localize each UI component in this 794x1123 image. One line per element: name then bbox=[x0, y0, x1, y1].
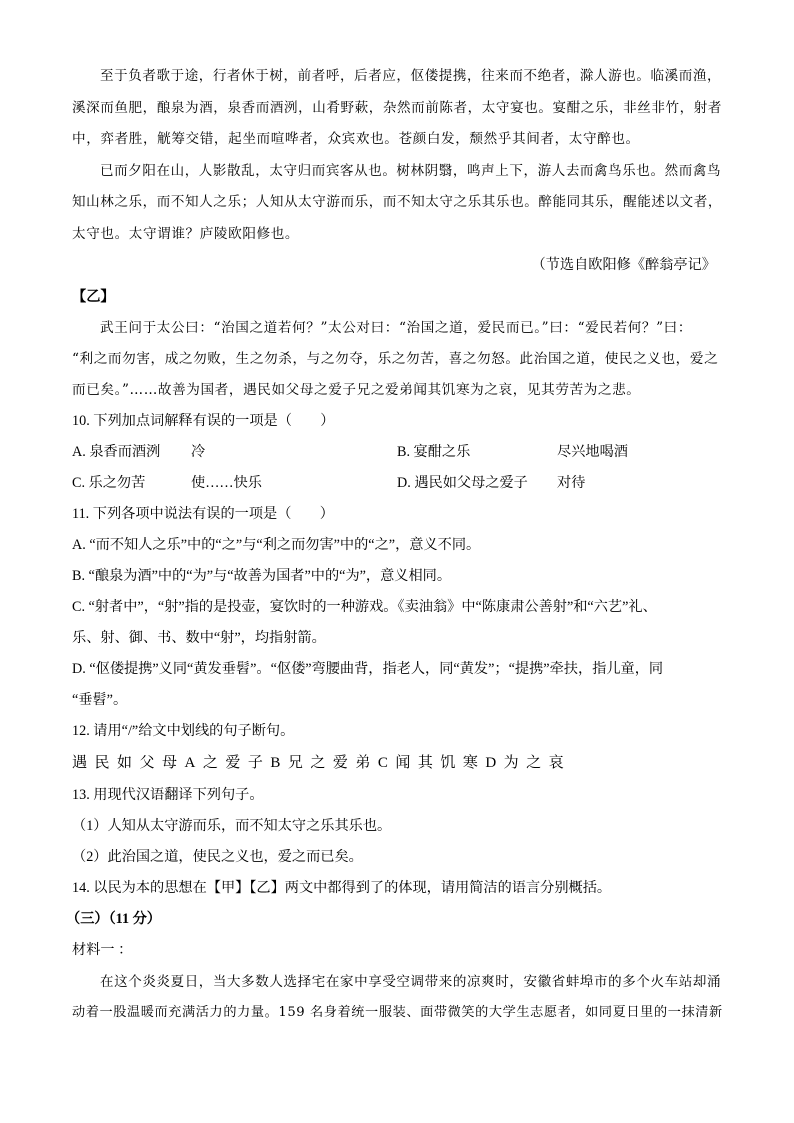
q10-option-a: A. 泉香而酒洌 bbox=[72, 444, 161, 460]
q11-option-b: B. “酿泉为酒”中的“为”与“故善为国者”中的“为”，意义相同。 bbox=[72, 568, 452, 584]
q10-option-a-gloss: 冷 bbox=[191, 444, 206, 460]
q11-option-a: A. “而不知人之乐”中的“之”与“利之而勿害”中的“之”，意义不同。 bbox=[72, 537, 481, 553]
material-one-label: 材料一 ： bbox=[72, 942, 133, 958]
q10-option-b: B. 宴酣之乐 bbox=[397, 444, 471, 460]
section3-heading: （三）（11 分） bbox=[66, 911, 161, 927]
q10-option-c: C. 乐之勿苦 bbox=[72, 475, 146, 491]
q11-option-d-line2: “垂髫”。 bbox=[72, 692, 128, 708]
q11-option-c-line2: 乐、射、御、书、数中“射”，均指射箭。 bbox=[72, 630, 326, 646]
material-one-line2: 动着一股温暖而充满活力的力量。159 名身着统一服装、面带微笑的大学生志愿者，如同夏日里的一抹清新 bbox=[72, 1005, 723, 1020]
jia-p2-line2: 知山林之乐，而不知人之乐；人知从太守游而乐，而不知太守之乐其乐也。醉能同其乐，醒能述以文者， bbox=[72, 194, 723, 210]
q12-sentence: 遇民如父母A之爱子B兄之爱弟C闻其饥寒D为之哀 bbox=[72, 755, 572, 771]
jia-source: （节选自欧阳修《醉翁亭记》 bbox=[531, 257, 716, 273]
q10-option-d-gloss: 对待 bbox=[557, 475, 586, 491]
q14-stem: 14. 以民为本的思想在【甲】【乙】两文中都得到了的体现，请用简洁的语言分别概括。 bbox=[72, 880, 612, 896]
q13-stem: 13. 用现代汉语翻译下列句子。 bbox=[72, 787, 264, 803]
yi-line3: 而已矣。”……故善为国者，遇民如父母之爱子兄之爱弟闻其饥寒为之哀，见其劳苦为之悲。 bbox=[72, 382, 641, 398]
jia-p1-line1: 至于负者歌于途，行者休于树，前者呼，后者应，伛偻提携，往来而不绝者，滁人游也。临溪而渔， bbox=[100, 68, 722, 84]
yi-heading: 【乙】 bbox=[72, 289, 115, 305]
q11-option-d-line1: D. “伛偻提携”义同“黄发垂髫”。“伛偻”弯腰曲背，指老人，同“黄发”；“提携”牵扶，指儿童，同 bbox=[72, 661, 664, 677]
q10-option-b-gloss: 尽兴地喝酒 bbox=[557, 444, 628, 460]
q13-sentence-1: （1）人知从太守游而乐，而不知太守之乐其乐也。 bbox=[72, 818, 392, 834]
q10-option-c-gloss: 使……快乐 bbox=[191, 475, 262, 491]
yi-line1: 武王问于太公曰：“治国之道若何？”太公对曰：“治国之道，爱民而已。”曰：“爱民若何？”曰： bbox=[100, 320, 693, 336]
jia-p1-line2: 溪深而鱼肥，酿泉为酒，泉香而酒洌，山肴野蔌，杂然而前陈者，太守宴也。宴酣之乐，非丝非竹，射者 bbox=[72, 100, 723, 116]
jia-p2-line3: 太守也。太守谓谁？庐陵欧阳修也。 bbox=[72, 226, 300, 242]
q13-sentence-2: （2）此治国之道，使民之义也，爱之而已矣。 bbox=[72, 849, 363, 865]
q11-option-c-line1: C. “射者中”，“射”指的是投壶，宴饮时的一种游戏。《卖油翁》中“陈康肃公善射”和“六艺”礼、 bbox=[72, 599, 657, 615]
q12-stem: 12. 请用“/”给文中划线的句子断句。 bbox=[72, 723, 295, 739]
q10-option-d: D. 遇民如父母之爱子 bbox=[397, 475, 528, 491]
material-one-line1: 在这个炎炎夏日，当大多数人选择宅在家中享受空调带来的凉爽时，安徽省蚌埠市的多个火车站却涌 bbox=[100, 974, 722, 990]
yi-line2: “利之而勿害，成之勿败，生之勿杀，与之勿夺，乐之勿苦，喜之勿怒。此治国之道，使民之义也，爱之 bbox=[72, 351, 719, 367]
jia-p1-line3: 中，弈者胜，觥筹交错，起坐而喧哗者，众宾欢也。苍颜白发，颓然乎其间者，太守醉也。 bbox=[72, 131, 640, 147]
q10-stem: 10. 下列加点词解释有误的一项是（ ） bbox=[72, 413, 335, 429]
jia-p2-line1: 已而夕阳在山，人影散乱，太守归而宾客从也。树林阴翳，鸣声上下，游人去而禽鸟乐也。然而禽鸟 bbox=[100, 163, 722, 179]
q11-stem: 11. 下列各项中说法有误的一项是（ ） bbox=[72, 506, 334, 522]
